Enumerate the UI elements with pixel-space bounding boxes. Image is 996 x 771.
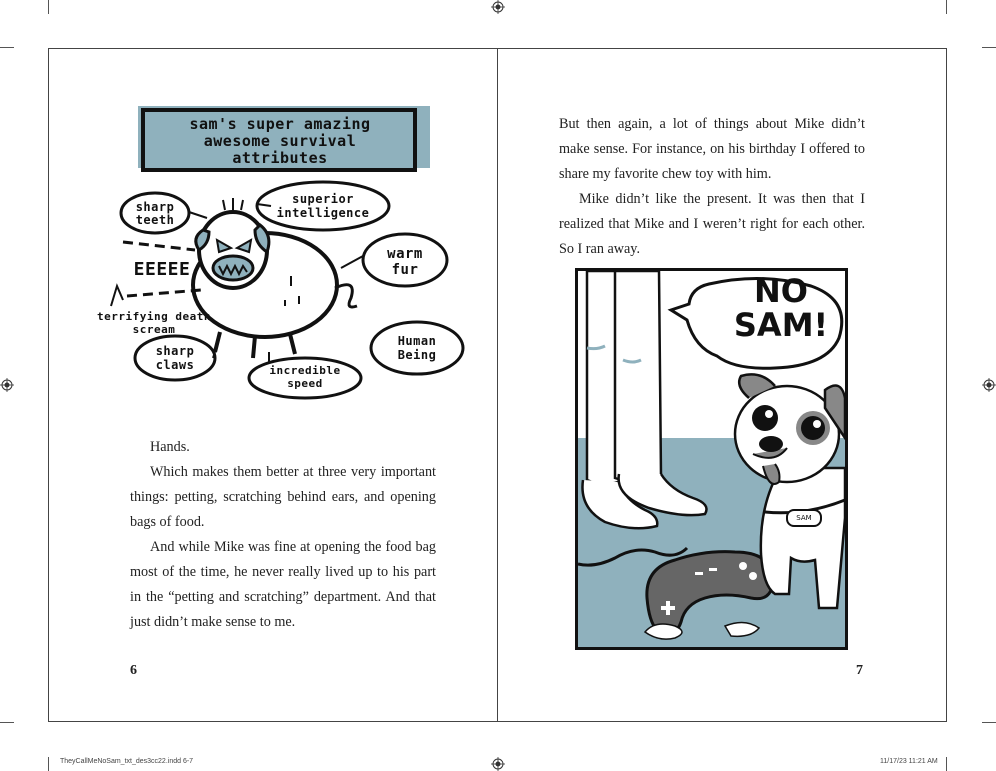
label-sharp-teeth: sharp teeth	[135, 200, 175, 227]
crop-mark	[946, 0, 947, 14]
crop-mark	[982, 47, 996, 48]
crop-mark	[48, 757, 49, 771]
label-human-being: Human Being	[397, 334, 437, 362]
crop-mark	[0, 47, 14, 48]
label-sharp-claws: sharp claws	[155, 344, 195, 372]
banner-text: sam's super amazing awesome survival attributes	[189, 115, 371, 167]
label-scream-sound: EEEEE	[133, 259, 191, 280]
page-number: 7	[856, 663, 863, 678]
label-incredible-speed: incredible speed	[269, 364, 341, 390]
paragraph: And while Mike was fine at opening the food bag most of the time, he never really lived up to his part in the “petting and scratching” department. And that just didn’t make sense to me.	[130, 539, 436, 630]
crop-mark	[48, 0, 49, 14]
registration-mark-icon	[982, 378, 996, 392]
registration-mark-icon	[491, 0, 505, 14]
registration-mark-icon	[491, 757, 505, 771]
comic-panel	[575, 268, 848, 650]
left-page-text	[130, 435, 436, 635]
crop-mark	[0, 722, 14, 723]
paragraph: But then again, a lot of things about Mike didn’t make sense. For instance, on his birthday I offered to share my favorite chew toy with him.	[559, 116, 865, 182]
page-number: 6	[130, 663, 137, 678]
crop-mark	[946, 757, 947, 771]
label-terrifying-death-scream: terrifying death scream	[97, 310, 211, 336]
label-warm-fur: warm fur	[387, 246, 423, 278]
speech-bubble-text: NO SAM!	[733, 272, 829, 344]
paragraph: Hands.	[150, 439, 190, 455]
crop-mark	[982, 722, 996, 723]
slug-timestamp: 11/17/23 11:21 AM	[880, 758, 938, 765]
survival-attributes-illustration	[95, 100, 475, 405]
paragraph: Which makes them better at three very important things: petting, scratching behind ears, and opening bags of food.	[130, 464, 436, 530]
label-superior-intelligence: superior intelligence	[276, 192, 370, 220]
paragraph: Mike didn’t like the present. It was then that I realized that Mike and I weren’t right for each other. So I ran away.	[559, 191, 865, 257]
right-page-text	[559, 112, 865, 262]
collar-tag-text: SAM	[796, 514, 812, 522]
registration-mark-icon	[0, 378, 14, 392]
slug-file-name: TheyCallMeNoSam_txt_des3cc22.indd 6-7	[60, 758, 194, 765]
